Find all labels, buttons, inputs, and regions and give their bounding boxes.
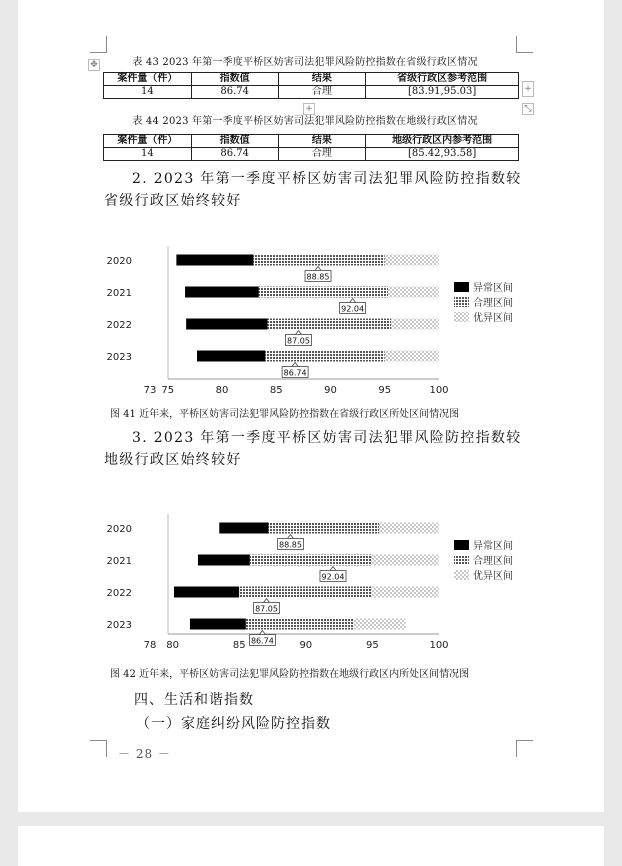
y-category-label: 2021 [106,556,132,567]
value-label: 92.04 [341,304,365,314]
value-marker [315,267,321,271]
next-page [18,826,604,866]
value-label: 86.74 [283,368,307,378]
table44-header-range: 地级行政区内参考范围 [366,135,519,148]
legend-label: 异常区间 [473,541,513,552]
value-marker [288,535,294,539]
heading-3: 3. 2023 年第一季度平桥区妨害司法犯罪风险防控指数较地级行政区始终较好 [104,430,522,468]
table43-header-count: 案件量（件） [104,73,192,86]
value-label: 87.05 [287,336,310,346]
table44-cell-count: 14 [104,148,192,161]
x-tick-label: 85 [269,385,283,396]
value-marker [259,631,265,635]
table44-header-count: 案件量（件） [104,135,192,148]
value-label: 86.74 [250,636,274,646]
value-marker [330,567,336,571]
y-category-label: 2020 [106,524,132,535]
bar-segment-excellent [371,555,439,566]
value-label: 92.04 [321,572,345,582]
bar-segment-reasonable [239,587,371,598]
add-column-button[interactable]: + [522,81,534,97]
value-label: 88.85 [279,540,302,550]
corner-mark [516,36,533,53]
legend-swatch [454,570,469,580]
value-label: 87.05 [255,604,278,614]
page-number: － 28 － [118,747,171,761]
bar-segment-abnormal [219,523,268,534]
bar-segment-abnormal [198,555,250,566]
x-tick-label: 85 [232,640,246,651]
bar-segment-reasonable [268,319,392,330]
add-row-button[interactable]: + [303,103,315,115]
legend-label: 优异区间 [473,313,513,324]
bar-segment-abnormal [185,287,259,298]
value-marker [292,363,298,367]
x-tick-label: 78 [143,640,157,651]
section-heading-4: 四、生活和谐指数 [134,692,254,708]
chart-fig42 [18,508,604,658]
y-category-label: 2023 [106,352,132,363]
x-tick-label: 73 [143,385,157,396]
y-category-label: 2021 [106,288,132,299]
table44-caption: 表 44 2023 年第一季度平桥区妨害司法犯罪风险防控指数在地级行政区情况 [132,116,478,127]
x-tick-label: 90 [299,640,313,651]
x-tick-label: 75 [161,385,175,396]
bar-segment-abnormal [174,587,239,598]
table43-header-index: 指数值 [191,73,278,86]
bar-segment-abnormal [176,255,253,266]
legend-label: 优异区间 [473,571,513,582]
bar-segment-excellent [371,587,439,598]
bar-segment-reasonable [250,555,371,566]
x-tick-label: 100 [429,385,449,396]
heading-2: 2. 2023 年第一季度平桥区妨害司法犯罪风险防控指数较省级行政区始终较好 [104,171,522,209]
table43-header-result: 结果 [278,73,366,86]
value-marker [295,331,301,335]
table44 [103,134,519,161]
bar-segment-abnormal [186,319,267,330]
table43-cell-range: [83.91,95.03] [366,86,519,99]
table43-cell-index: 86.74 [191,86,278,99]
legend-swatch [454,297,469,307]
table-resize-handle[interactable]: ⤡ [522,103,534,115]
y-category-label: 2020 [106,256,132,267]
bar-segment-excellent [385,351,439,362]
y-category-label: 2022 [106,588,132,599]
x-tick-label: 100 [429,640,449,651]
table43-header-range: 省级行政区参考范围 [366,73,519,86]
table43-cell-count: 14 [104,86,192,99]
x-tick-label: 80 [215,385,229,396]
table44-header-result: 结果 [278,135,366,148]
subsection-heading-1: （一）家庭纠纷风险防控指数 [136,716,331,732]
table44-cell-result: 合理 [278,148,366,161]
x-tick-label: 95 [366,640,379,651]
x-tick-label: 90 [324,385,337,396]
table43-cell-result: 合理 [278,86,366,99]
bar-segment-excellent [354,619,406,630]
table43 [103,72,519,99]
bar-segment-excellent [385,255,439,266]
bar-segment-reasonable [265,351,384,362]
table-move-handle[interactable]: ✥ [88,59,100,71]
legend-label: 异常区间 [473,283,513,294]
legend-swatch [454,555,469,565]
value-marker [264,599,270,603]
corner-mark [90,740,107,757]
table44-cell-index: 86.74 [191,148,278,161]
y-category-label: 2022 [106,320,132,331]
legend-swatch [454,540,469,550]
bar-segment-reasonable [253,255,384,266]
table44-cell-range: [85.42,93.58] [366,148,519,161]
value-marker [350,299,356,303]
table43-caption: 表 43 2023 年第一季度平桥区妨害司法犯罪风险防控指数在省级行政区情况 [132,57,478,68]
bar-segment-abnormal [190,619,246,630]
legend-swatch [454,282,469,292]
fig41-caption: 图 41 近年来，平桥区妨害司法犯罪风险防控指数在省级行政区所处区间情况图 [110,409,460,420]
bar-segment-excellent [379,523,439,534]
bar-segment-excellent [388,287,439,298]
value-label: 88.85 [306,272,330,282]
table44-header-index: 指数值 [191,135,278,148]
corner-mark [90,36,107,53]
fig42-caption: 图 42 近年来，平桥区妨害司法犯罪风险防控指数在地级行政区内所处区间情况图 [110,669,470,680]
bar-segment-reasonable [269,523,380,534]
bar-segment-reasonable [259,287,388,298]
y-category-label: 2023 [106,620,132,631]
x-tick-label: 80 [166,640,180,651]
legend-label: 合理区间 [473,556,513,567]
document-page [18,0,604,812]
bar-segment-excellent [391,319,439,330]
legend-swatch [454,312,469,322]
corner-mark [516,740,533,757]
x-tick-label: 95 [378,385,392,396]
legend-label: 合理区间 [473,298,513,309]
chart-fig41 [18,243,604,403]
bar-segment-reasonable [246,619,354,630]
bar-segment-abnormal [197,351,265,362]
